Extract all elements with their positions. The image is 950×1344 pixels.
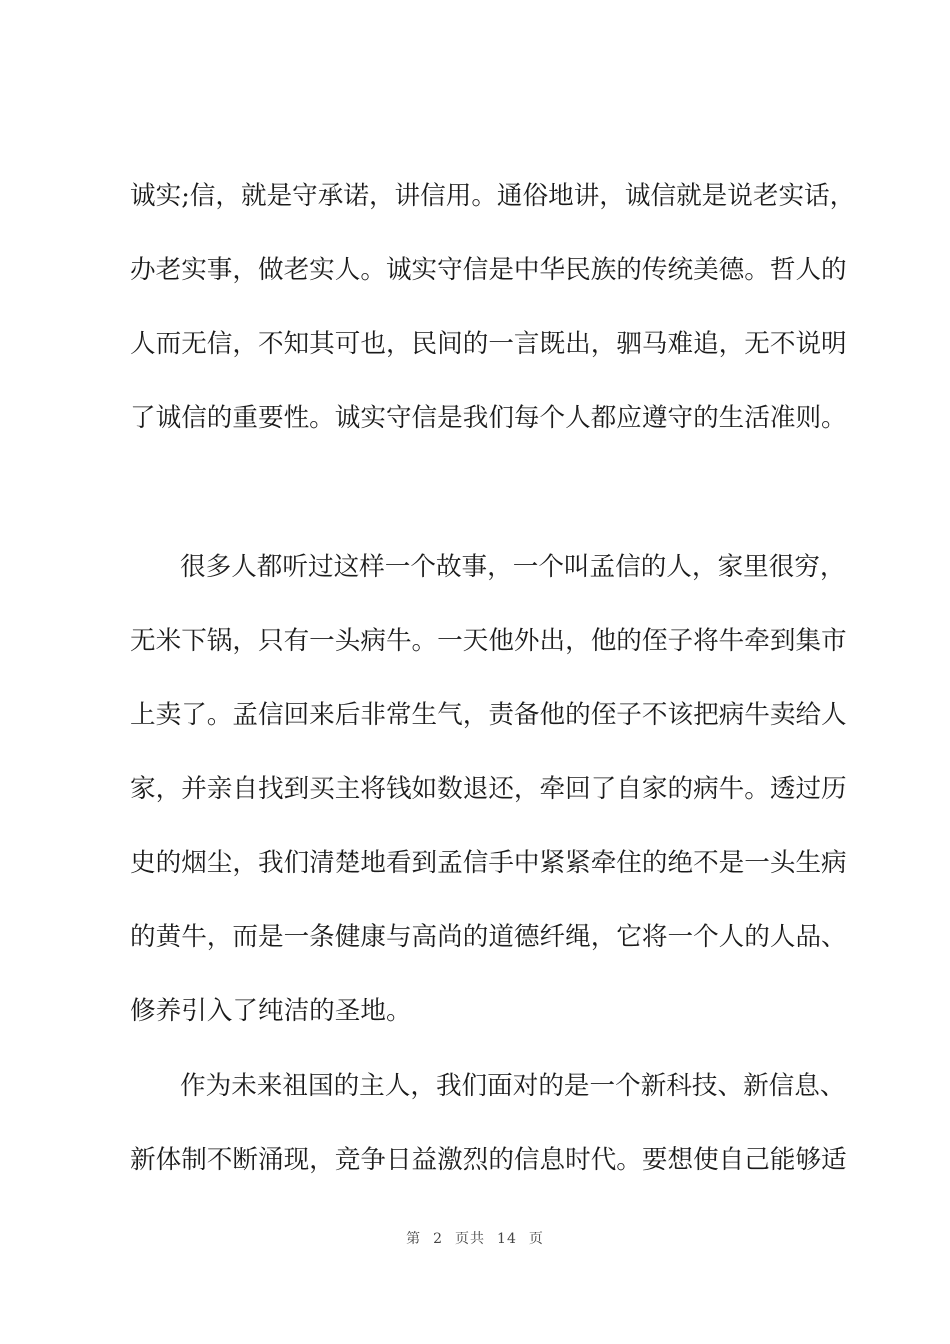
text-line: 诚实;信，就是守承诺，讲信用。通俗地讲，诚信就是说老实话， [130,181,856,211]
footer-suffix: 页 [528,1231,544,1247]
text-line: 上卖了。孟信回来后非常生气，责备他的侄子不该把病牛卖给人 [130,700,847,730]
text-line: 新体制不断涌现，竞争日益激烈的信息时代。要想使自己能够适 [130,1145,847,1175]
footer-total-pages: 14 [497,1231,517,1247]
text-line: 修养引入了纯洁的圣地。 [130,996,412,1026]
text-line: 作为未来祖国的主人，我们面对的是一个新科技、新信息、 [180,1071,846,1101]
text-line: 了诚信的重要性。诚实守信是我们每个人都应遵守的生活准则。 [130,403,847,433]
footer-middle: 页共 [455,1231,486,1247]
text-line: 史的烟尘，我们清楚地看到孟信手中紧紧牵住的绝不是一头生病 [130,848,847,878]
text-line: 家，并亲自找到买主将钱如数退还，牵回了自家的病牛。透过历 [130,774,847,804]
footer-page-number: 2 [433,1231,444,1247]
text-line: 办老实事，做老实人。诚实守信是中华民族的传统美德。哲人的 [130,255,847,285]
page-footer [0,1228,950,1248]
text-line: 很多人都听过这样一个故事，一个叫孟信的人，家里很穷， [180,552,846,582]
footer-prefix: 第 [406,1231,422,1247]
text-line: 的黄牛，而是一条健康与高尚的道德纤绳，它将一个人的人品、 [130,922,847,952]
text-line: 人而无信，不知其可也，民间的一言既出，驷马难追，无不说明 [130,329,847,359]
text-line: 无米下锅，只有一头病牛。一天他外出，他的侄子将牛牵到集市 [130,626,847,656]
